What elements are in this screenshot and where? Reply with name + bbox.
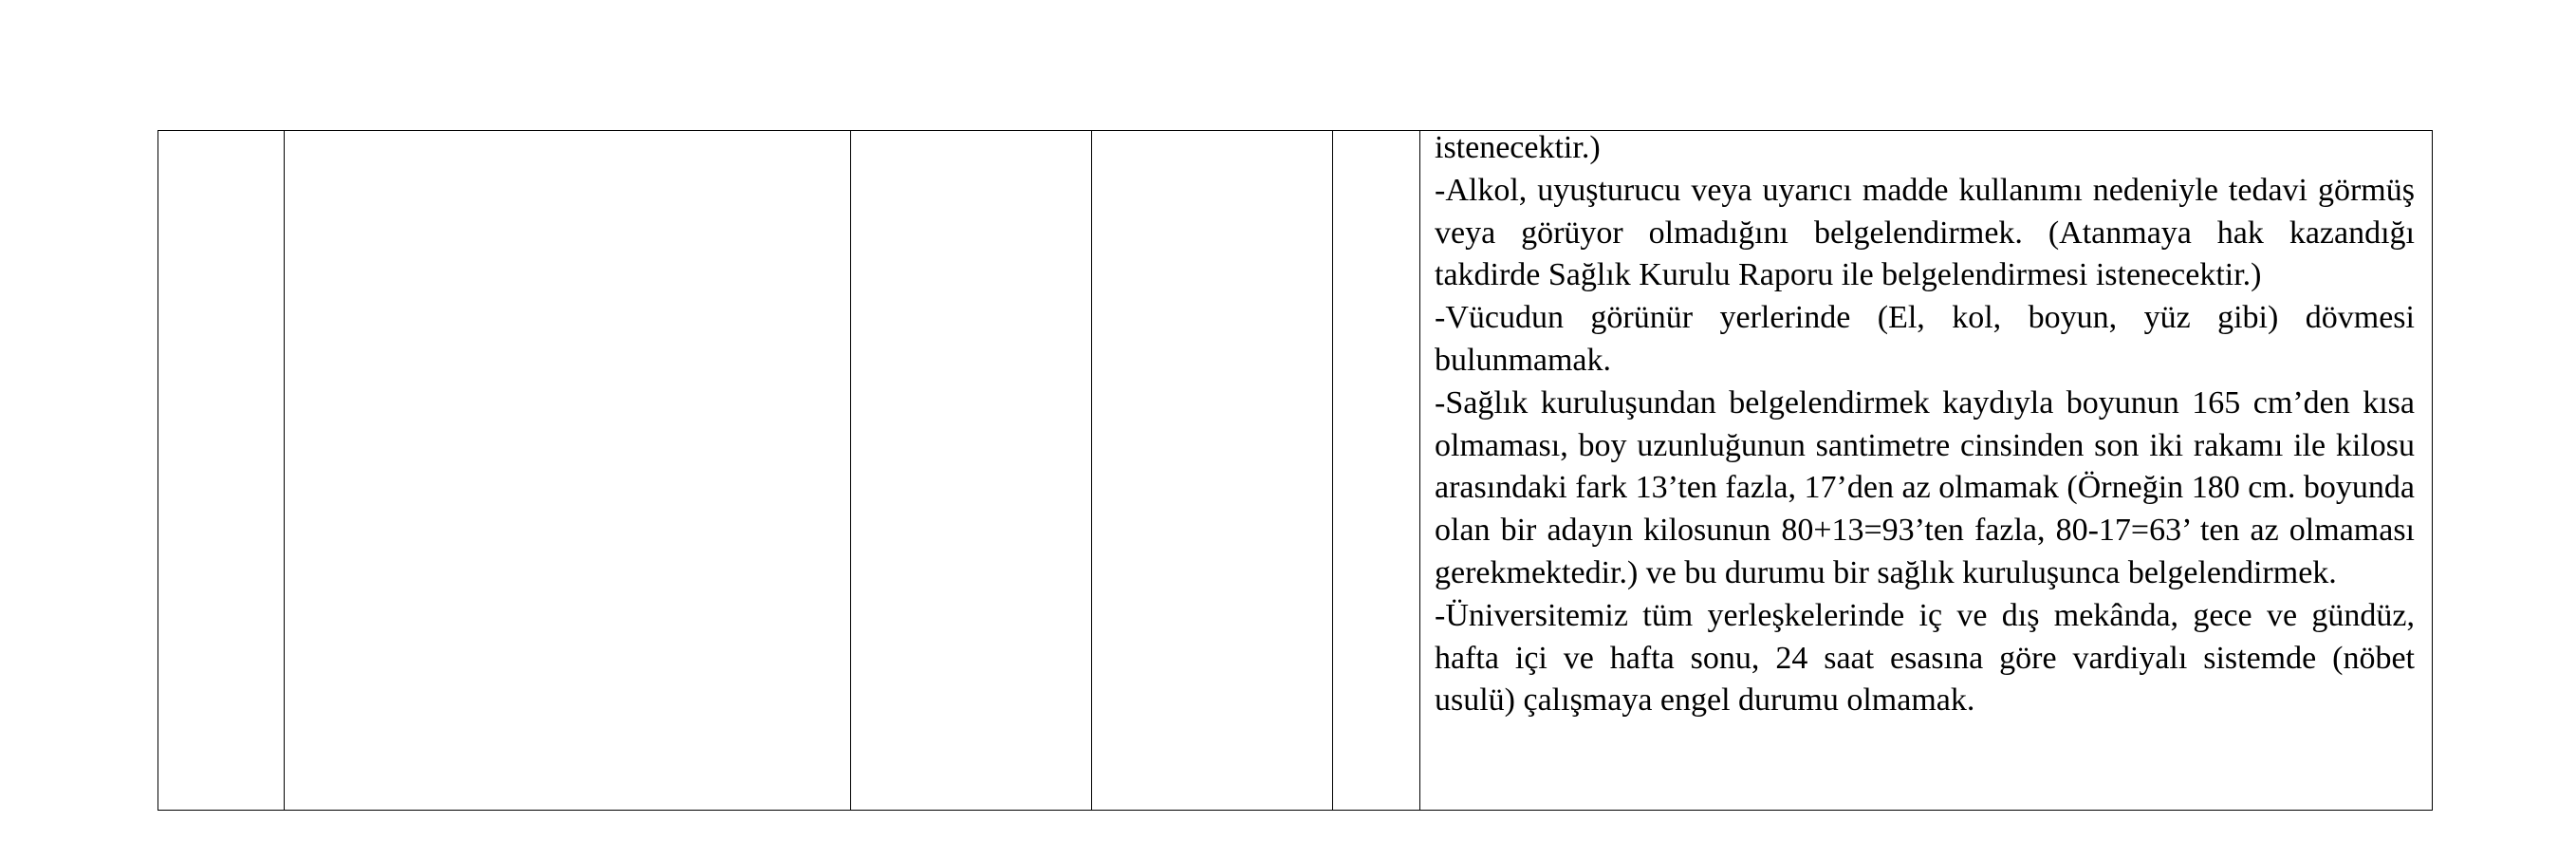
requirement-paragraph: -Vücudun görünür yerlerinde (El, kol, boyun, yüz gibi) dövmesi bulunmamak. (1435, 300, 2415, 378)
requirement-paragraph: -Üniversitemiz tüm yerleşkelerinde iç ve dış mekânda, gece ve gündüz, hafta içi ve hafta sonu, 24 saat esasına göre vardiyalı sistemde (nöbet usulü) çalışmaya engel durumu olmamak. (1435, 597, 2415, 719)
empty-cell-column-3 (851, 131, 1092, 811)
requirement-paragraph: -Sağlık kuruluşundan belgelendirmek kaydıyla boyunun 165 cm’den kısa olmaması, boy uzunluğunun santimetre cinsinden son iki rakamı ile kilosu arasındaki fark 13’ten fazla, 17’den az olmamak (Örneğin 180 cm. boyunda olan bir adayın kilosunun 80+13=93’ten fazla, 80-17=63’ ten az olmaması gerekmektedir.) ve bu durumu bir sağlık kuruluşunca belgelendirmek. (1435, 384, 2415, 590)
requirements-text (1420, 127, 2432, 722)
empty-cell-sequence (158, 131, 285, 811)
requirement-paragraph: -Alkol, uyuşturucu veya uyarıcı madde kullanımı nedeniyle tedavi görmüş veya görüyor olmadığını belgelendirmek. (Atanmaya hak kazandığı takdirde Sağlık Kurulu Raporu ile belgelendirmesi istenecektir.) (1435, 172, 2415, 293)
empty-cell-column-4 (1092, 131, 1333, 811)
requirement-paragraph: istenecektir.) (1435, 130, 1601, 165)
requirements-table (158, 130, 2433, 811)
empty-cell-position (285, 131, 851, 811)
empty-cell-column-5 (1333, 131, 1420, 811)
table-row (158, 131, 2433, 811)
requirements-cell (1420, 131, 2433, 811)
